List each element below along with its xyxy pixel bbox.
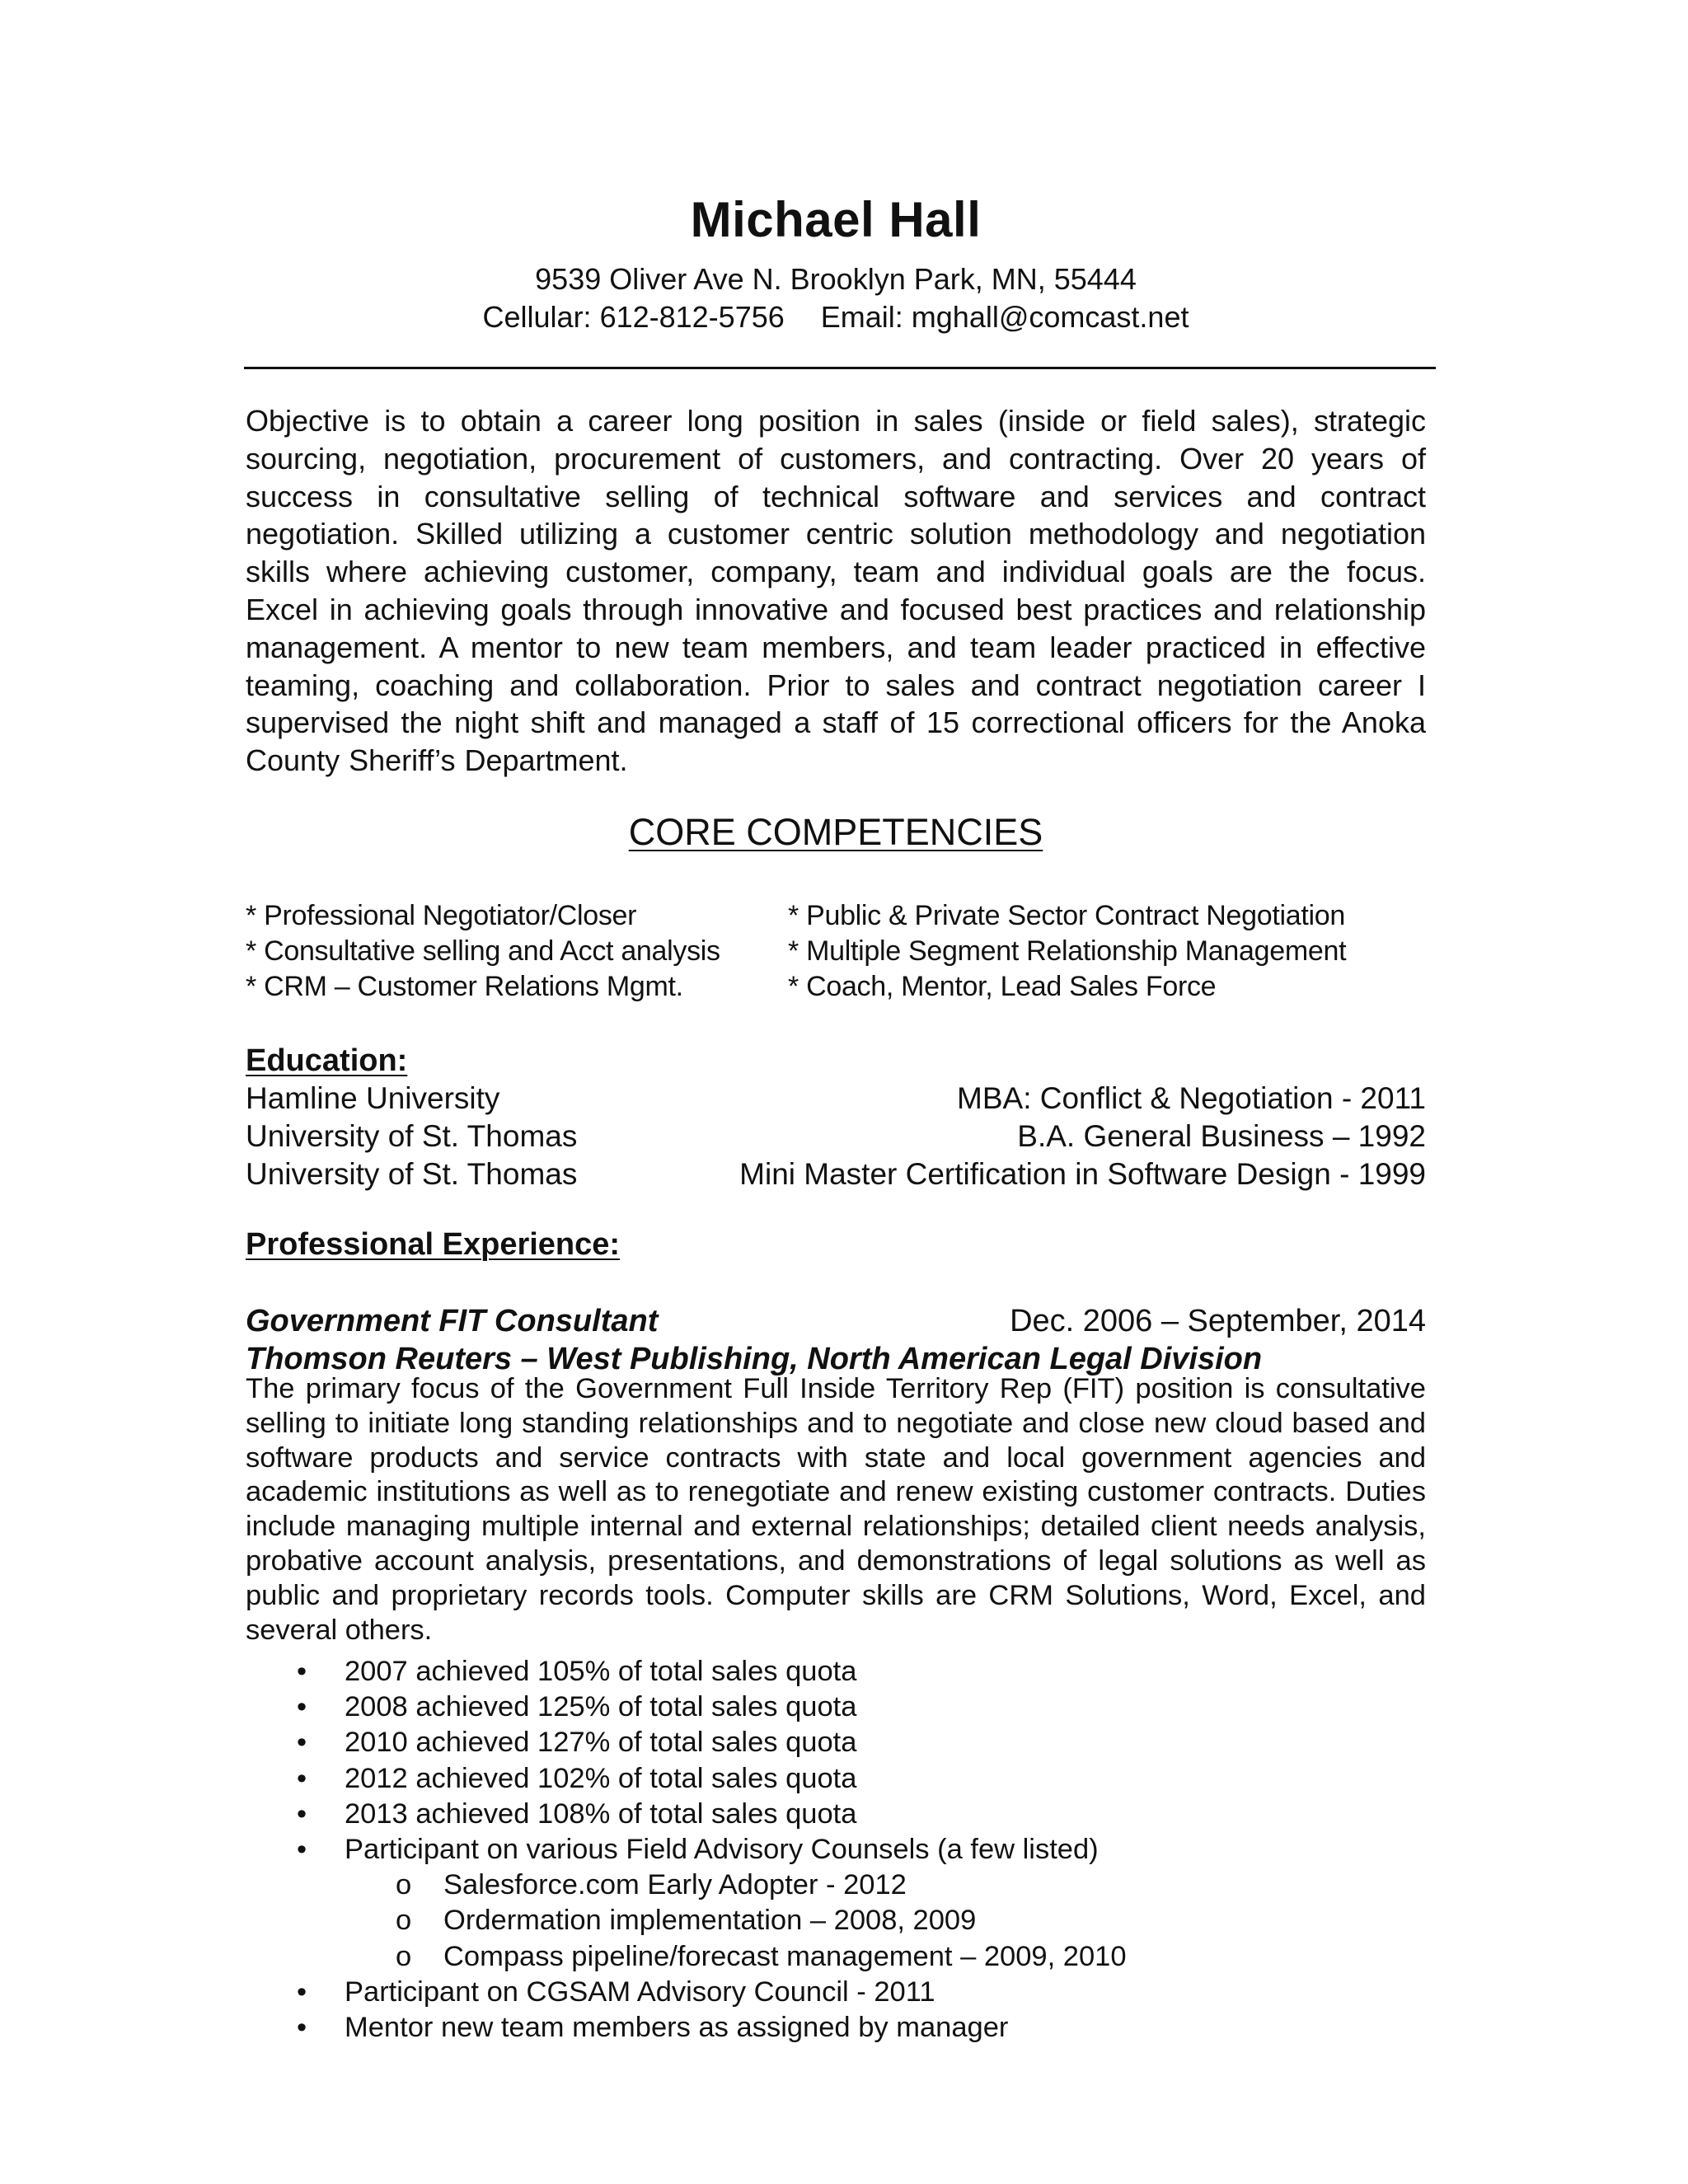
list-item-text: Participant on various Field Advisory Counsels (a few listed) bbox=[345, 1834, 1099, 1866]
school-name: University of St. Thomas bbox=[246, 1157, 578, 1191]
list-item bbox=[246, 1761, 1426, 1797]
address-line: 9539 Oliver Ave N. Brooklyn Park, MN, 55444 bbox=[535, 262, 1137, 296]
company-name: Thomson Reuters – West Publishing, North American Legal Division bbox=[246, 1342, 1263, 1376]
education-row bbox=[246, 1155, 1426, 1193]
job-description: The primary focus of the Government Full Inside Territory Rep (FIT) position is consultative selling to initiate long standing relationships and to negotiate and close new cloud based and software products and service contracts with state and local government agencies and academic institutions as well as to renegotiate and renew existing customer contracts. Duties include managing multiple internal and external relationships; detailed client needs analysis, probative account analysis, presentations, and demonstrations of legal solutions as well as public and proprietary records tools. Computer skills are CRM Solutions, Word, Excel, and several others. bbox=[246, 1373, 1426, 1646]
sub-list-item bbox=[246, 1903, 1426, 1938]
list-item-text: Ordermation implementation – 2008, 2009 bbox=[443, 1905, 977, 1937]
degree-name: Mini Master Certification in Software Design - 1999 bbox=[739, 1157, 1426, 1191]
header-divider bbox=[244, 367, 1436, 369]
circle-bullet-icon: o bbox=[396, 1869, 412, 1901]
core-competencies-heading: CORE COMPETENCIES bbox=[628, 811, 1043, 853]
circle-bullet-icon: o bbox=[396, 1940, 412, 1972]
candidate-name: Michael Hall bbox=[690, 192, 982, 247]
sub-list-item bbox=[246, 1868, 1426, 1903]
list-item bbox=[246, 1725, 1426, 1760]
list-item bbox=[246, 1690, 1426, 1725]
list-item bbox=[246, 1654, 1426, 1690]
school-name: Hamline University bbox=[246, 1081, 500, 1115]
circle-bullet-icon: o bbox=[396, 1905, 412, 1937]
bullet-icon: • bbox=[297, 1762, 307, 1794]
list-item-text: 2013 achieved 108% of total sales quota bbox=[345, 1797, 857, 1830]
cellular-phone: Cellular: 612-812-5756 bbox=[482, 300, 785, 334]
email-address: Email: mghall@comcast.net bbox=[820, 300, 1189, 334]
list-item bbox=[246, 2010, 1426, 2046]
bullet-icon: • bbox=[297, 1975, 307, 2008]
bullet-icon: • bbox=[297, 2012, 307, 2044]
competencies-left-column bbox=[246, 898, 720, 1005]
list-item-text: 2007 achieved 105% of total sales quota bbox=[345, 1656, 857, 1687]
competency-item: * Professional Negotiator/Closer bbox=[246, 900, 637, 931]
competency-item: * Coach, Mentor, Lead Sales Force bbox=[788, 971, 1217, 1002]
competency-item: * Public & Private Sector Contract Negotiation bbox=[788, 900, 1345, 931]
bullet-icon: • bbox=[297, 1797, 307, 1830]
achievement-list bbox=[246, 1654, 1426, 2046]
bullet-icon: • bbox=[297, 1656, 307, 1687]
contact-line bbox=[246, 298, 1426, 336]
bullet-icon: • bbox=[297, 1727, 307, 1759]
job-title: Government FIT Consultant bbox=[246, 1304, 659, 1338]
experience-heading: Professional Experience: bbox=[246, 1227, 621, 1262]
list-item bbox=[246, 1832, 1426, 1868]
list-item-text: Compass pipeline/forecast management – 2009, 2010 bbox=[443, 1940, 1127, 1972]
bullet-icon: • bbox=[297, 1691, 307, 1723]
list-item-text: 2008 achieved 125% of total sales quota bbox=[345, 1691, 857, 1723]
competency-item: * CRM – Customer Relations Mgmt. bbox=[246, 971, 683, 1002]
competency-item: * Multiple Segment Relationship Management bbox=[788, 935, 1347, 967]
bullet-icon: • bbox=[297, 1834, 307, 1866]
sub-list-item bbox=[246, 1939, 1426, 1975]
list-item-text: Participant on CGSAM Advisory Council - 2011 bbox=[345, 1975, 935, 2008]
list-item bbox=[246, 1975, 1426, 2010]
degree-name: MBA: Conflict & Negotiation - 2011 bbox=[957, 1081, 1426, 1115]
school-name: University of St. Thomas bbox=[246, 1119, 578, 1153]
job-dates: Dec. 2006 – September, 2014 bbox=[1010, 1304, 1426, 1338]
list-item-text: 2012 achieved 102% of total sales quota bbox=[345, 1762, 857, 1794]
list-item-text: Mentor new team members as assigned by manager bbox=[345, 2012, 1009, 2044]
job-header bbox=[246, 1302, 1426, 1340]
list-item bbox=[246, 1797, 1426, 1832]
list-item-text: 2010 achieved 127% of total sales quota bbox=[345, 1727, 857, 1759]
education-row bbox=[246, 1118, 1426, 1155]
education-heading: Education: bbox=[246, 1043, 408, 1078]
list-item-text: Salesforce.com Early Adopter - 2012 bbox=[443, 1869, 907, 1901]
competency-item: * Consultative selling and Acct analysis bbox=[246, 935, 720, 967]
education-row bbox=[246, 1080, 1426, 1118]
degree-name: B.A. General Business – 1992 bbox=[1017, 1119, 1426, 1153]
competencies-right-column bbox=[788, 898, 1346, 1005]
objective-paragraph: Objective is to obtain a career long position in sales (inside or field sales), strategic sourcing, negotiation, procurement of customers, and contracting. Over 20 years of success in consultative selling of technical software and services and contract negotiation. Skilled utilizing a customer centric solution methodology and negotiation skills where achieving customer, company, team and individual goals are the focus. Excel in achieving goals through innovative and focused best practices and relationship management. A mentor to new team members, and team leader practiced in effective teaming, coaching and collaboration. Prior to sales and contract negotiation career I supervised the night shift and managed a staff of 15 correctional officers for the Anoka County Sheriff’s Department. bbox=[246, 404, 1426, 778]
